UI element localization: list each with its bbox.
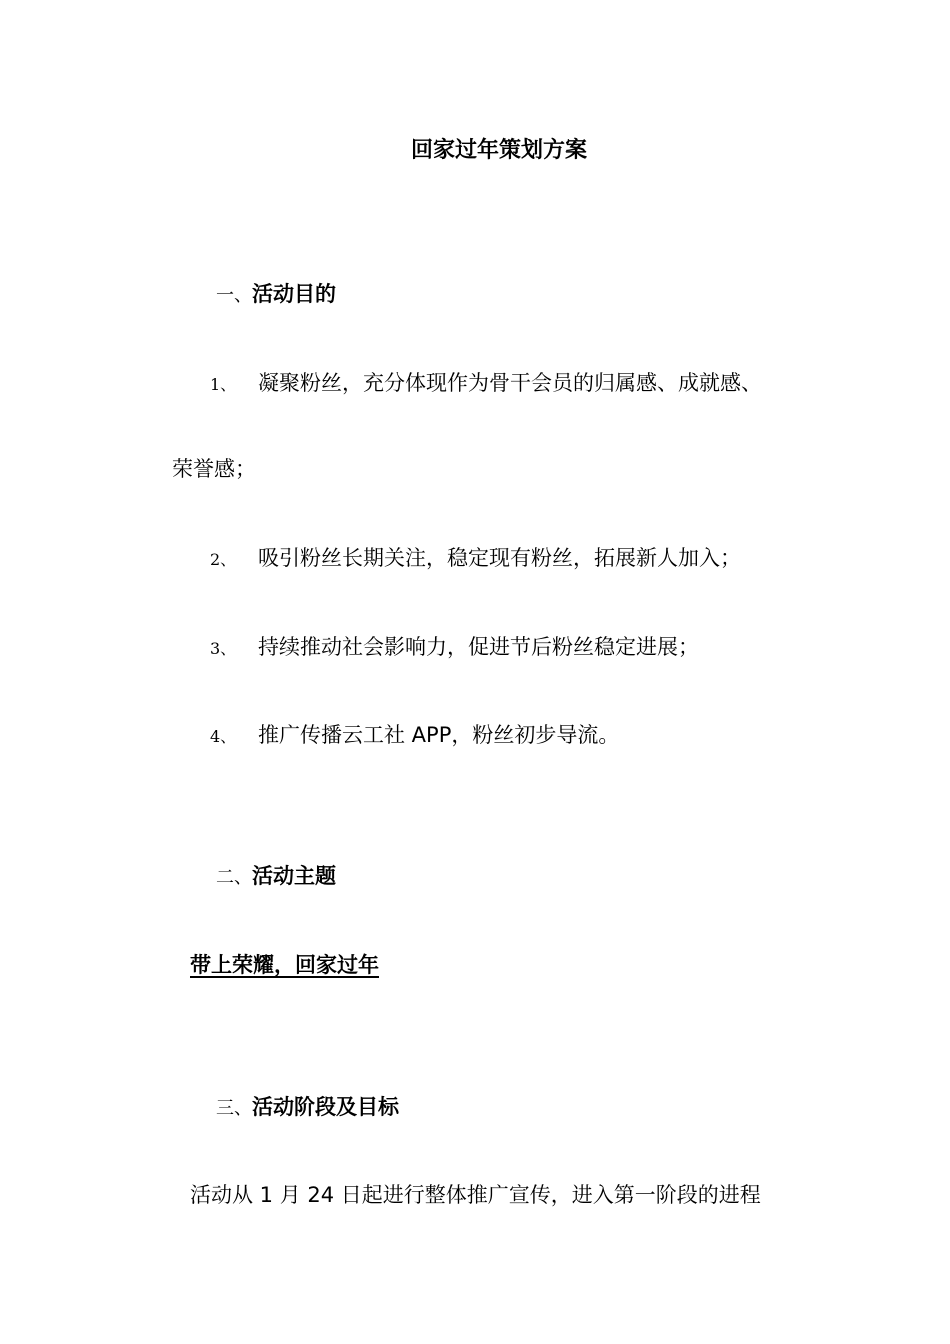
section-title: 活动目的	[252, 282, 336, 306]
section-number: 一、	[216, 285, 252, 306]
list-item-text: 吸引粉丝长期关注，稳定现有粉丝，拓展新人加入；	[258, 546, 741, 570]
list-item-text: 持续推动社会影响力，促进节后粉丝稳定进展；	[258, 635, 699, 659]
section-heading-purpose	[216, 280, 336, 310]
list-item-continuation: 荣誉感；	[172, 457, 256, 481]
section-number: 三、	[216, 1098, 252, 1119]
section-paragraph: 活动从 1 月 24 日起进行整体推广宣传，进入第一阶段的进程	[190, 1183, 761, 1207]
list-item-number: 3、	[210, 639, 237, 658]
document-title: 回家过年策划方案	[410, 138, 587, 163]
section-heading-theme	[216, 862, 336, 892]
list-item	[210, 544, 741, 574]
list-item-number: 4、	[210, 727, 237, 746]
section-title: 活动主题	[252, 864, 336, 888]
list-item	[210, 721, 619, 751]
list-item-text: 推广传播云工社 APP，粉丝初步导流。	[258, 723, 620, 747]
list-item-number: 1、	[210, 375, 237, 394]
list-item-number: 2、	[210, 550, 237, 569]
section-title: 活动阶段及目标	[252, 1095, 399, 1119]
list-item	[210, 633, 699, 663]
list-item-text: 凝聚粉丝，充分体现作为骨干会员的归属感、成就感、	[258, 371, 762, 395]
list-item	[210, 369, 762, 399]
activity-theme: 带上荣耀，回家过年	[190, 953, 379, 977]
section-number: 二、	[216, 867, 252, 888]
section-heading-stages	[216, 1093, 399, 1123]
